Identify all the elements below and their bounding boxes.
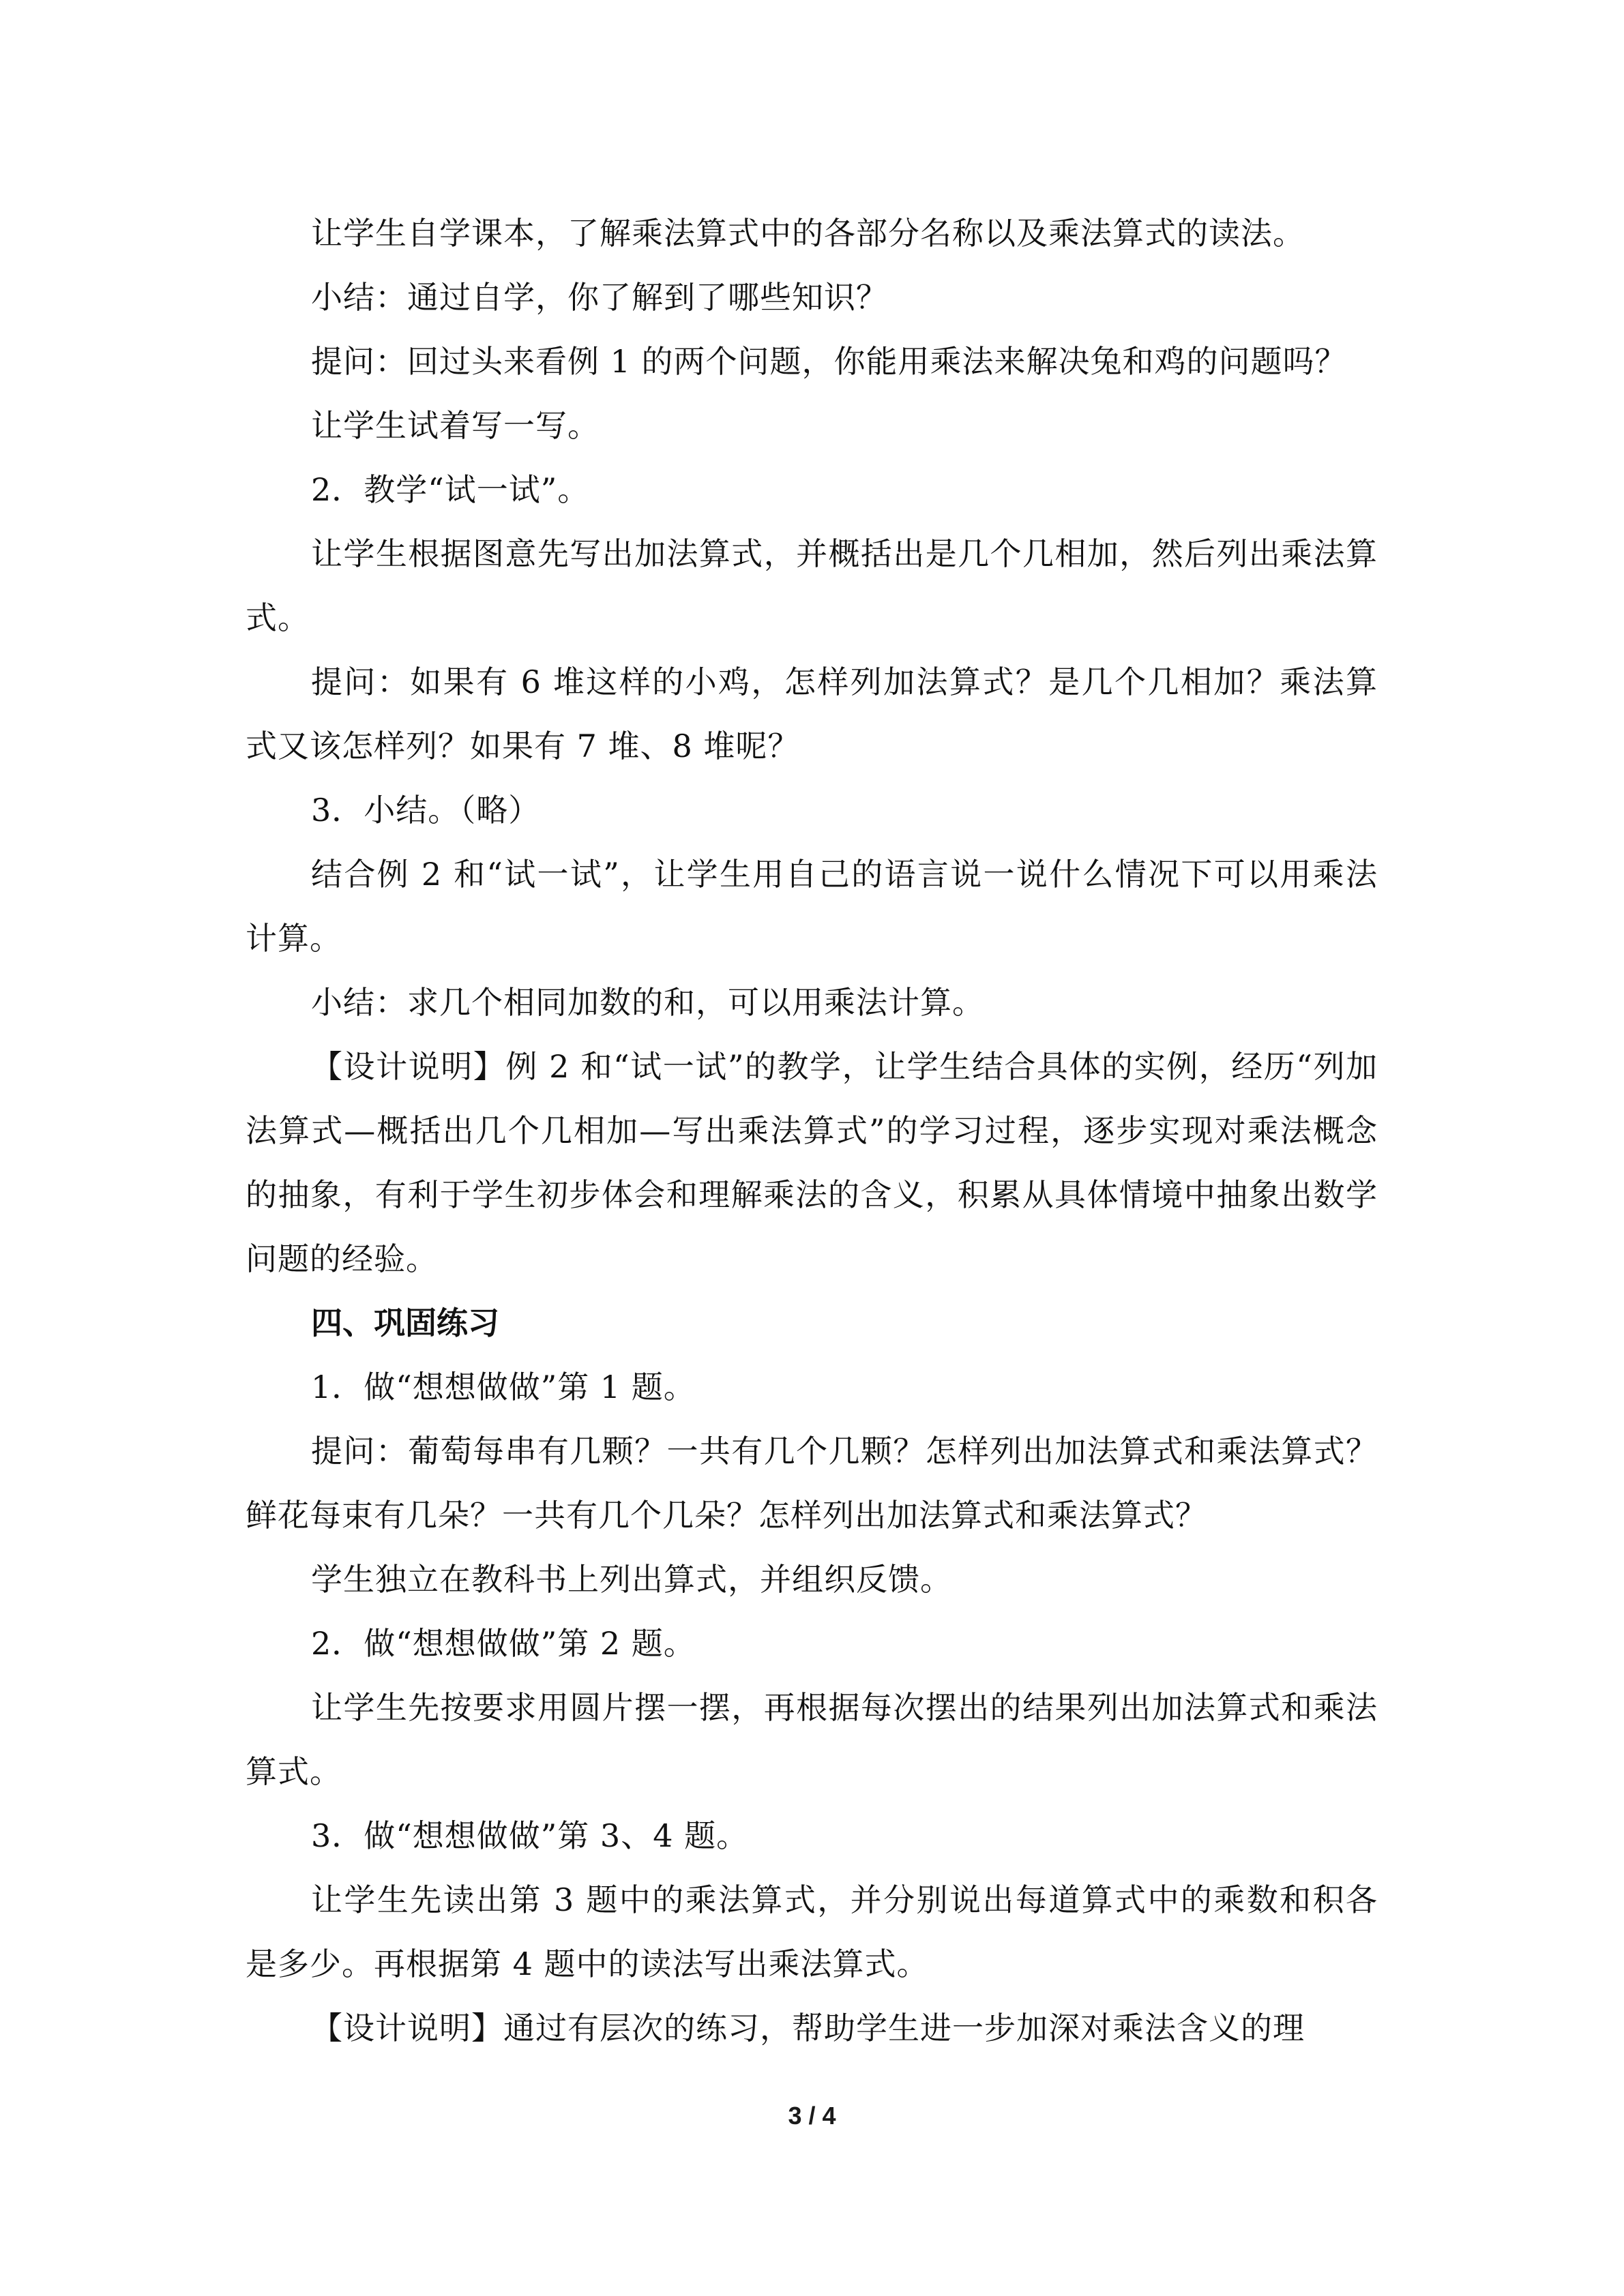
paragraph-addition-formula: 让学生根据图意先写出加法算式，并概括出是几个几相加，然后列出乘法算式。 [246, 535, 1378, 636]
paragraph-self-study: 让学生自学课本，了解乘法算式中的各部分名称以及乘法算式的读法。 [311, 215, 1305, 252]
paragraph-independent-work: 学生独立在教科书上列出算式，并组织反馈。 [311, 1561, 952, 1598]
paragraph-design-note-2: 【设计说明】通过有层次的练习，帮助学生进一步加深对乘法含义的理 [311, 2010, 1305, 2046]
paragraph-read-formulas: 让学生先读出第 3 题中的乘法算式，并分别说出每道算式中的乘数和积各是多少。再根据第 4 题中的读法写出乘法算式。 [246, 1881, 1378, 1982]
paragraph-exercise-2: 2．做“想想做做”第 2 题。 [311, 1625, 696, 1662]
paragraph-discs: 让学生先按要求用圆片摆一摆，再根据每次摆出的结果列出加法算式和乘法算式。 [246, 1689, 1378, 1790]
paragraph-summary-multiplication: 小结：求几个相同加数的和，可以用乘法计算。 [311, 984, 984, 1021]
page-number: 3 / 4 [788, 2102, 836, 2130]
paragraph-summary-heading: 3．小结。（略） [311, 792, 541, 829]
paragraph-question-grapes: 提问：葡萄每串有几颗？一共有几个几颗？怎样列出加法算式和乘法算式？鲜花每束有几朵？一共有几个几朵？怎样列出加法算式和乘法算式？ [246, 1433, 1378, 1534]
paragraph-question-chicks: 提问：如果有 6 堆这样的小鸡，怎样列加法算式？是几个几相加？乘法算式又该怎样列？如果有 7 堆、8 堆呢？ [246, 664, 1378, 764]
paragraph-design-note-1: 【设计说明】例 2 和“试一试”的教学，让学生结合具体的实例，经历“列加法算式—概括出几个几相加—写出乘法算式”的学习过程，逐步实现对乘法概念的抽象，有利于学生初步体会和理解乘法的含义，积累从具体情境中抽象出数学问题的经验。 [246, 1048, 1378, 1277]
paragraph-exercise-3-4: 3．做“想想做做”第 3、4 题。 [311, 1817, 749, 1854]
document-body [246, 201, 1378, 2060]
paragraph-summary-self-study: 小结：通过自学，你了解到了哪些知识？ [311, 279, 888, 316]
section-heading-practice: 四、巩固练习 [311, 1304, 499, 1341]
paragraph-combine-example2: 结合例 2 和“试一试”，让学生用自己的语言说一说什么情况下可以用乘法计算。 [246, 856, 1378, 957]
paragraph-exercise-1: 1．做“想想做做”第 1 题。 [311, 1369, 696, 1405]
paragraph-question-example1: 提问：回过头来看例 1 的两个问题，你能用乘法来解决兔和鸡的问题吗？ [311, 343, 1347, 380]
paragraph-try-writing: 让学生试着写一写。 [311, 407, 600, 444]
paragraph-teach-try: 2．教学“试一试”。 [311, 471, 590, 508]
